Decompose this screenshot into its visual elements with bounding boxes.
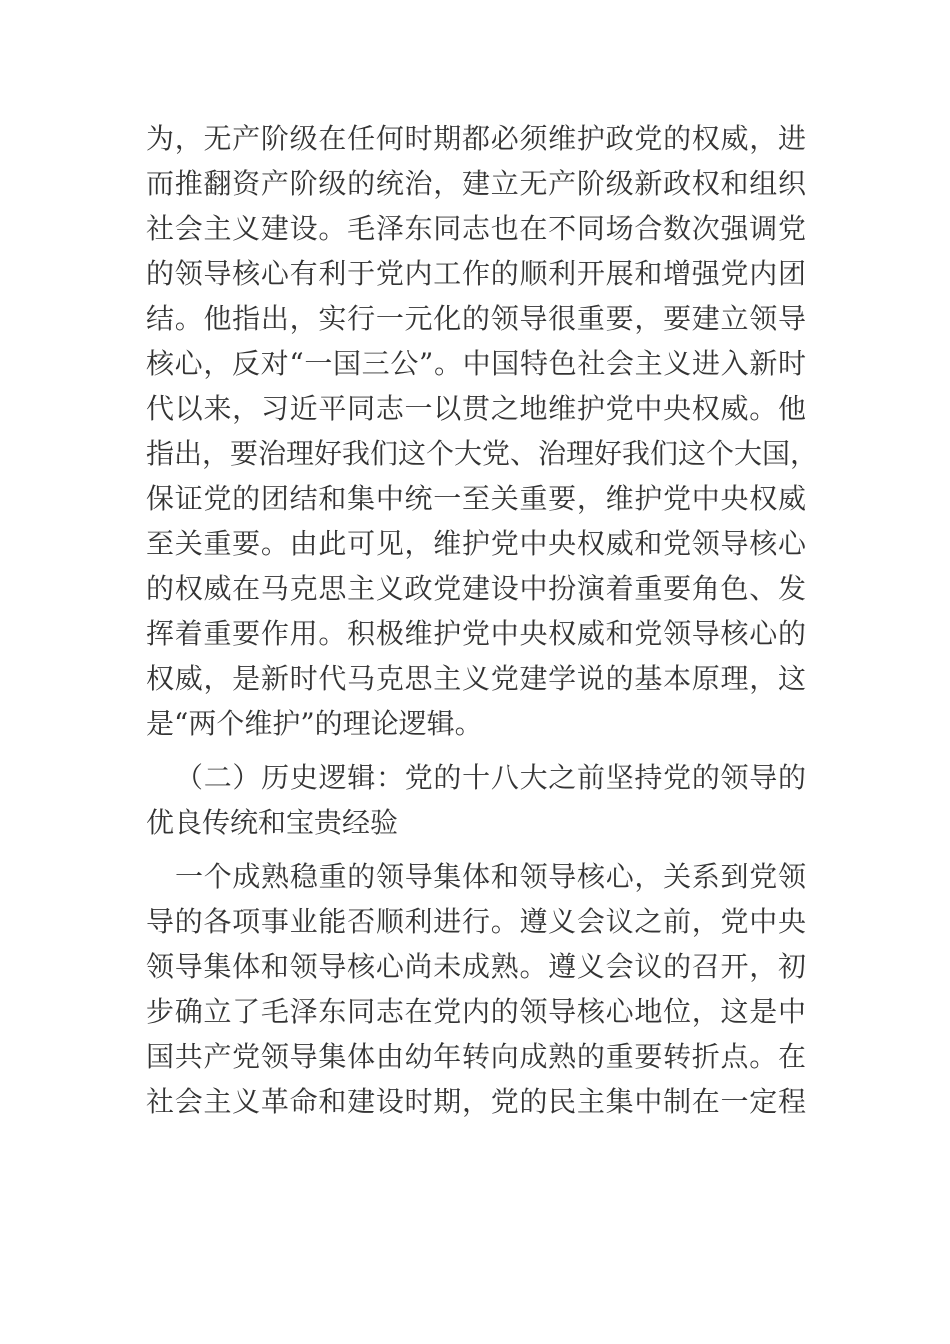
heading-line: 优良传统和宝贵经验 <box>146 806 399 839</box>
text-line: 社会主义革命和建设时期，党的民主集中制在一定程 <box>146 1085 806 1118</box>
text-line: 为，无产阶级在任何时期都必须维护政党的权威，进 <box>146 122 806 155</box>
text-line: 代以来，习近平同志一以贯之地维护党中央权威。他 <box>146 392 806 425</box>
text-line: 至关重要。由此可见，维护党中央权威和党领导核心 <box>146 527 806 560</box>
text-line: 社会主义建设。毛泽东同志也在不同场合数次强调党 <box>146 212 806 245</box>
text-line: 导的各项事业能否顺利进行。遵义会议之前，党中央 <box>146 905 806 938</box>
text-line: 权威，是新时代马克思主义党建学说的基本原理，这 <box>146 662 806 695</box>
heading-line: （二）历史逻辑：党的十八大之前坚持党的领导的 <box>175 761 806 794</box>
text-line: 结。他指出，实行一元化的领导很重要，要建立领导 <box>146 302 806 335</box>
text-line: 国共产党领导集体由幼年转向成熟的重要转折点。在 <box>146 1040 806 1073</box>
text-line: 的权威在马克思主义政党建设中扮演着重要角色、发 <box>146 572 806 605</box>
text-line: 指出，要治理好我们这个大党、治理好我们这个大国， <box>146 437 819 470</box>
text-line: 领导集体和领导核心尚未成熟。遵义会议的召开，初 <box>146 950 806 983</box>
text-line: 保证党的团结和集中统一至关重要，维护党中央权威 <box>146 482 806 515</box>
text-line: 核心，反对“一国三公”。中国特色社会主义进入新时 <box>146 347 806 380</box>
text-line: 步确立了毛泽东同志在党内的领导核心地位，这是中 <box>146 995 806 1028</box>
text-line: 是“两个维护”的理论逻辑。 <box>146 707 483 740</box>
text-line: 的领导核心有利于党内工作的顺利开展和增强党内团 <box>146 257 806 290</box>
text-line: 而推翻资产阶级的统治，建立无产阶级新政权和组织 <box>146 167 806 200</box>
text-line: 一个成熟稳重的领导集体和领导核心，关系到党领 <box>175 860 806 893</box>
text-line: 挥着重要作用。积极维护党中央权威和党领导核心的 <box>146 617 806 650</box>
